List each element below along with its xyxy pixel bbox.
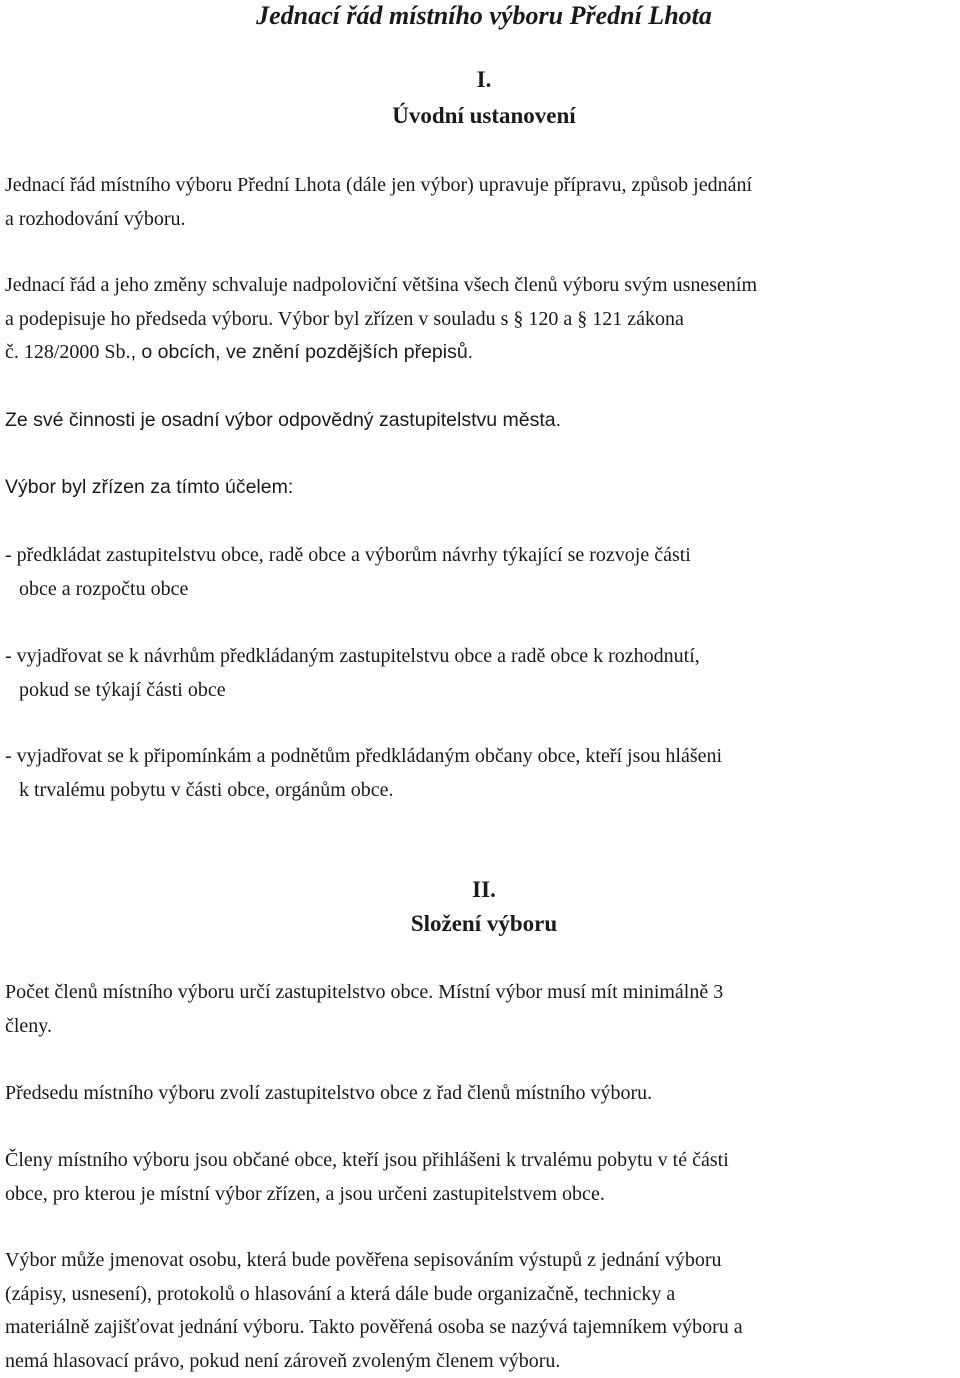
text-line: - vyjadřovat se k připomínkám a podnětům předkládaným občany obce, kteří jsou hlášeni xyxy=(5,740,960,774)
law-reference-suffix: , o obcích, ve znění pozdějších přepisů. xyxy=(131,341,474,363)
text-line: a podepisuje ho předseda výboru. Výbor byl zřízen v souladu s § 120 a § 121 zákona xyxy=(5,303,960,337)
text-line: nemá hlasovací právo, pokud není zároveň zvoleným členem výboru. xyxy=(5,1345,960,1378)
purpose-list-item xyxy=(5,539,960,606)
text-line: Jednací řád a jeho změny schvaluje nadpoloviční většina všech členů výboru svým usnesením xyxy=(5,269,960,303)
law-reference: č. 128/2000 Sb. xyxy=(5,341,131,363)
section-1-paragraph-3: Ze své činnosti je osadní výbor odpovědný zastupitelstvu města. xyxy=(5,404,960,438)
section-2-number: II. xyxy=(0,877,960,903)
text-line: pokud se týkají části obce xyxy=(5,674,960,708)
text-line: Počet členů místního výboru určí zastupitelstvo obce. Místní výbor musí mít minimálně 3 xyxy=(5,976,960,1010)
document-title: Jednací řád místního výboru Přední Lhota xyxy=(0,2,960,30)
text-line: členy. xyxy=(5,1010,960,1044)
section-1-paragraph-2 xyxy=(5,269,960,370)
text-line: a rozhodování výboru. xyxy=(5,203,960,237)
section-2-paragraph-3 xyxy=(5,1144,960,1211)
section-2-paragraph-4 xyxy=(5,1244,960,1378)
text-line xyxy=(5,336,960,370)
text-line: - vyjadřovat se k návrhům předkládaným zastupitelstvu obce a radě obce k rozhodnutí, xyxy=(5,640,960,674)
purpose-list-item xyxy=(5,740,960,807)
text-line: obce a rozpočtu obce xyxy=(5,573,960,607)
section-2-title: Složení výboru xyxy=(0,911,960,937)
text-line: materiálně zajišťovat jednání výboru. Takto pověřená osoba se nazývá tajemníkem výboru a xyxy=(5,1311,960,1345)
text-line: Výbor může jmenovat osobu, která bude pověřena sepisováním výstupů z jednání výboru xyxy=(5,1244,960,1278)
text-line: obce, pro kterou je místní výbor zřízen, a jsou určeni zastupitelstvem obce. xyxy=(5,1178,960,1212)
section-1-paragraph-4: Výbor byl zřízen za tímto účelem: xyxy=(5,471,960,505)
section-2-paragraph-1 xyxy=(5,976,960,1043)
text-line: Jednací řád místního výboru Přední Lhota (dále jen výbor) upravuje přípravu, způsob jednání xyxy=(5,169,960,203)
purpose-list-item xyxy=(5,640,960,707)
text-line: - předkládat zastupitelstvu obce, radě obce a výborům návrhy týkající se rozvoje části xyxy=(5,539,960,573)
text-line: Členy místního výboru jsou občané obce, kteří jsou přihlášeni k trvalému pobytu v té části xyxy=(5,1144,960,1178)
section-2-paragraph-2: Předsedu místního výboru zvolí zastupitelstvo obce z řad členů místního výboru. xyxy=(5,1077,960,1111)
section-1-number: I. xyxy=(0,67,960,93)
section-1-title: Úvodní ustanovení xyxy=(0,103,960,129)
section-1-paragraph-1 xyxy=(5,169,960,236)
text-line: (zápisy, usnesení), protokolů o hlasování a která dále bude organizačně, technicky a xyxy=(5,1278,960,1312)
text-line: k trvalému pobytu v části obce, orgánům obce. xyxy=(5,774,960,808)
